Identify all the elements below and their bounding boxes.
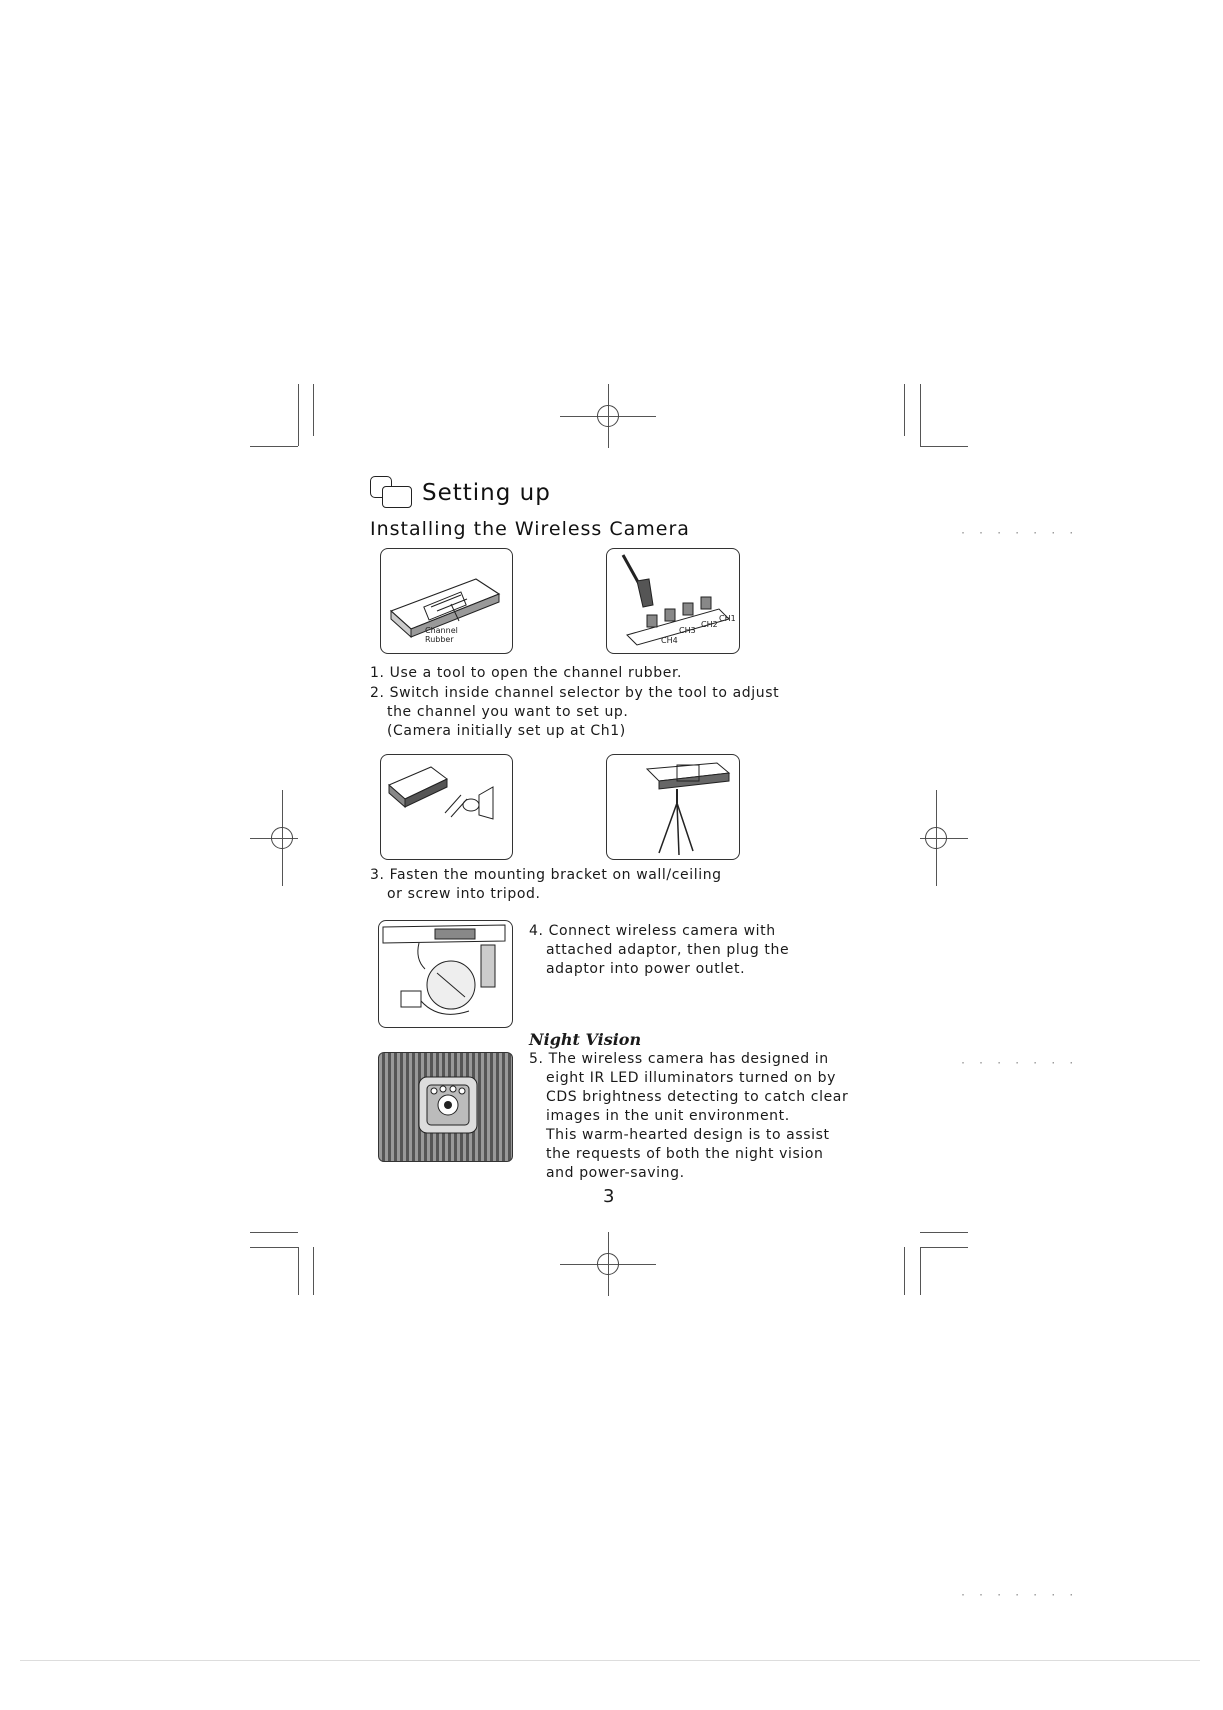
wall-bracket-illustration <box>381 755 512 859</box>
step-2-text: 2. Switch inside channel selector by the tool to adjust the channel you want to set up. (Camera initially set up at Ch1) <box>370 685 780 739</box>
step-3-text: 3. Fasten the mounting bracket on wall/ceiling or screw into tripod. <box>370 867 722 902</box>
figure-channel-selector <box>606 548 740 654</box>
reg-left-circle <box>271 827 293 849</box>
night-vision-title: Night Vision <box>529 1030 642 1049</box>
ch2-label: CH2 <box>701 620 718 629</box>
page-number: 3 <box>603 1186 615 1207</box>
crop-mark-top-left-h <box>250 446 298 447</box>
crop-mark-top-left-v1 <box>298 384 299 446</box>
tripod-illustration <box>607 755 739 859</box>
crop-mark-bottom-left-v2 <box>313 1247 314 1295</box>
crop-mark-bottom-right-h2 <box>920 1247 968 1248</box>
crop-mark-bottom-right-v2 <box>904 1247 905 1295</box>
figure-channel-rubber <box>380 548 513 654</box>
scan-bottom-line <box>20 1660 1200 1661</box>
scan-noise-1: · · · · · · · <box>960 528 1078 539</box>
step-1-text: 1. Use a tool to open the channel rubber. <box>370 665 683 681</box>
figure-wall-bracket <box>380 754 513 860</box>
camera-body-illustration <box>381 549 512 653</box>
reg-right-circle <box>925 827 947 849</box>
night-vision-text: 5. The wireless camera has designed in eight IR LED illuminators turned on by CDS brightness detecting to catch clear images in the unit environment. This warm-hearted design is to assist the requests of both the night vision and power-saving. <box>529 1051 849 1181</box>
crop-mark-top-right-h <box>920 446 968 447</box>
figure-night-vision <box>378 1052 513 1162</box>
page-header <box>370 476 551 510</box>
channel-label: Channel <box>425 626 458 635</box>
reg-bottom-circle <box>597 1253 619 1275</box>
ch1-label: CH1 <box>719 614 736 623</box>
scan-noise-2: · · · · · · · <box>960 1058 1078 1069</box>
crop-mark-top-right-v1 <box>920 384 921 446</box>
crop-mark-bottom-left-h1 <box>250 1232 298 1233</box>
channel-selector-illustration <box>607 549 739 653</box>
page-title: Setting up <box>422 480 551 506</box>
adaptor-illustration <box>379 921 512 1027</box>
setup-icon <box>370 476 416 510</box>
crop-mark-top-right-v2 <box>904 384 905 436</box>
reg-top-circle <box>597 405 619 427</box>
rubber-label: Rubber <box>425 635 454 644</box>
crop-mark-bottom-left-v1 <box>298 1247 299 1295</box>
crop-mark-bottom-right-v1 <box>920 1247 921 1295</box>
night-vision-illustration <box>379 1053 512 1161</box>
ch4-label: CH4 <box>661 636 678 645</box>
crop-mark-bottom-left-h2 <box>250 1247 298 1248</box>
scan-noise-3: · · · · · · · <box>960 1590 1078 1601</box>
section-title: Installing the Wireless Camera <box>370 518 690 540</box>
step-4-text: 4. Connect wireless camera with attached adaptor, then plug the adaptor into power outlet. <box>529 923 790 977</box>
figure-tripod <box>606 754 740 860</box>
crop-mark-top-left-v2 <box>313 384 314 436</box>
crop-mark-bottom-right-h1 <box>920 1232 968 1233</box>
ch3-label: CH3 <box>679 626 696 635</box>
figure-adaptor <box>378 920 513 1028</box>
